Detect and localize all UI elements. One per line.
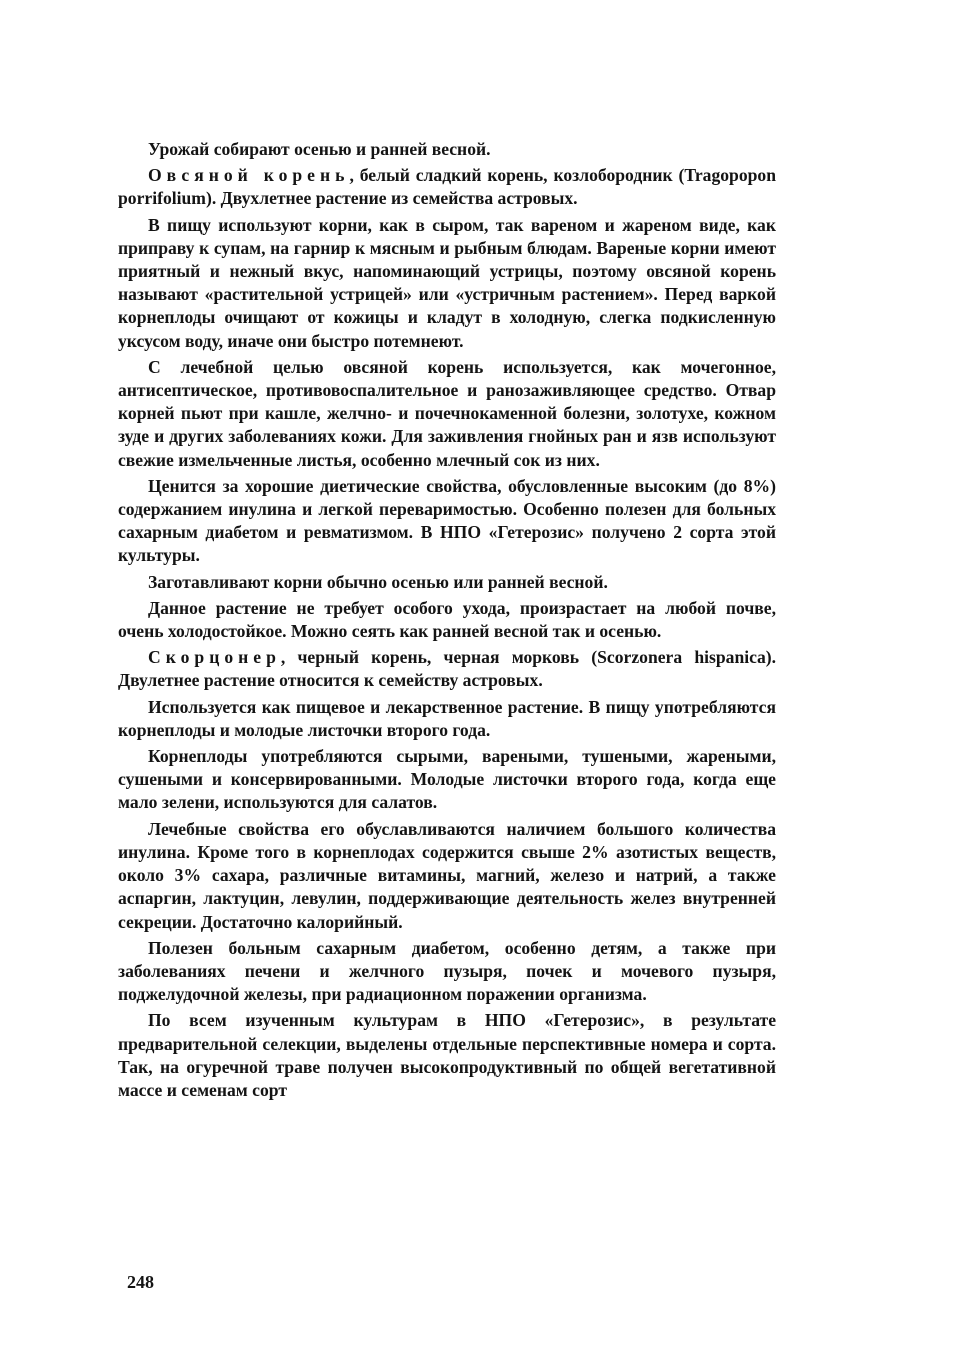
- term-scorzonera: Скорцонер: [148, 647, 281, 668]
- paragraph-12: Полезен больным сахарным диабетом, особенно детям, а также при заболеваниях печени и желчного пузыря, почек и мочевого пузыря, поджелудочной железы, при радиационном поражении организма.: [118, 937, 776, 1005]
- paragraph-2: Овсяной корень, белый сладкий корень, козлобородник (Tragopopon porrifolium). Двухлетнее растение из семейства астровых.: [118, 165, 776, 209]
- paragraph-1: Урожай собирают осенью и ранней весной.: [148, 139, 491, 159]
- paragraph-11: Лечебные свойства его обуславливаются наличием большого количества инулина. Кроме того в корнеплодах содержится свыше 2% азотистых веществ, около 3% сахара, различные витамины, магний, железо и натрий, а также аспаргин, лактуцин, левулин, поддерживающие деятельность желез внутренней секреции. Достаточно калорийный.: [118, 818, 776, 932]
- paragraph-6: Заготавливают корни обычно осенью или ранней весной.: [148, 571, 608, 592]
- page-number: 248: [127, 1272, 154, 1292]
- paragraph-3: В пищу используют корни, как в сыром, так вареном и жареном виде, как приправу к супам, на гарнир к мясным и рыбным блюдам. Вареные корни имеют приятный и нежный вкус, напоминающий устрицы, поэтому овсяной корень называют «растительной устрицей» или «устричным растением». Перед варкой корнеплоды очищают от кожицы и кладут в холодную, слегка подкисленную уксусом воду, иначе они быстро потемнеют.: [118, 214, 776, 351]
- page-body: [118, 138, 776, 1105]
- paragraph-7: Данное растение не требует особого ухода, произрастает на любой почве, очень холодостойкое. Можно сеять как ранней весной так и осенью.: [118, 597, 776, 642]
- paragraph-13: По всем изученным культурам в НПО «Гетерозис», в результате предварительной селекции, выделены отдельные перспективные номера и сорта. Так, на огуречной траве получен высокопродуктивный по общей вегетативной массе и семенам сорт: [118, 1010, 776, 1100]
- paragraph-8: Скорцонер, черный корень, черная морковь (Scorzonera hispanica). Двулетнее растение относится к семейству астровых.: [118, 647, 776, 691]
- paragraph-4: С лечебной целью овсяной корень используется, как мочегонное, антисептическое, противовоспалительное и ранозаживляющее средство. Отвар корней пьют при кашле, желчно- и почечнокаменной болезни, золотухе, кожном зуде и других заболеваниях кожи. Для заживления гнойных ран и язв используют свежие измельченные листья, особенно млечный сок из них.: [118, 356, 776, 470]
- paragraph-9: Используется как пищевое и лекарственное растение. В пищу употребляются корнеплоды и молодые листочки второго года.: [118, 696, 776, 740]
- paragraph-5: Ценится за хорошие диетические свойства, обусловленные высоким (до 8%) содержанием инулина и легкой переваримостью. Особенно полезен для больных сахарным диабетом и ревматизмом. В НПО «Гетерозис» получено 2 сорта этой культуры.: [118, 475, 776, 566]
- paragraph-10: Корнеплоды употребляются сырыми, вареными, тушеными, жареными, сушеными и консервированными. Молодые листочки второго года, когда еще мало зелени, используются для салатов.: [118, 746, 776, 813]
- term-oat-root: Овсяной корень: [148, 165, 350, 186]
